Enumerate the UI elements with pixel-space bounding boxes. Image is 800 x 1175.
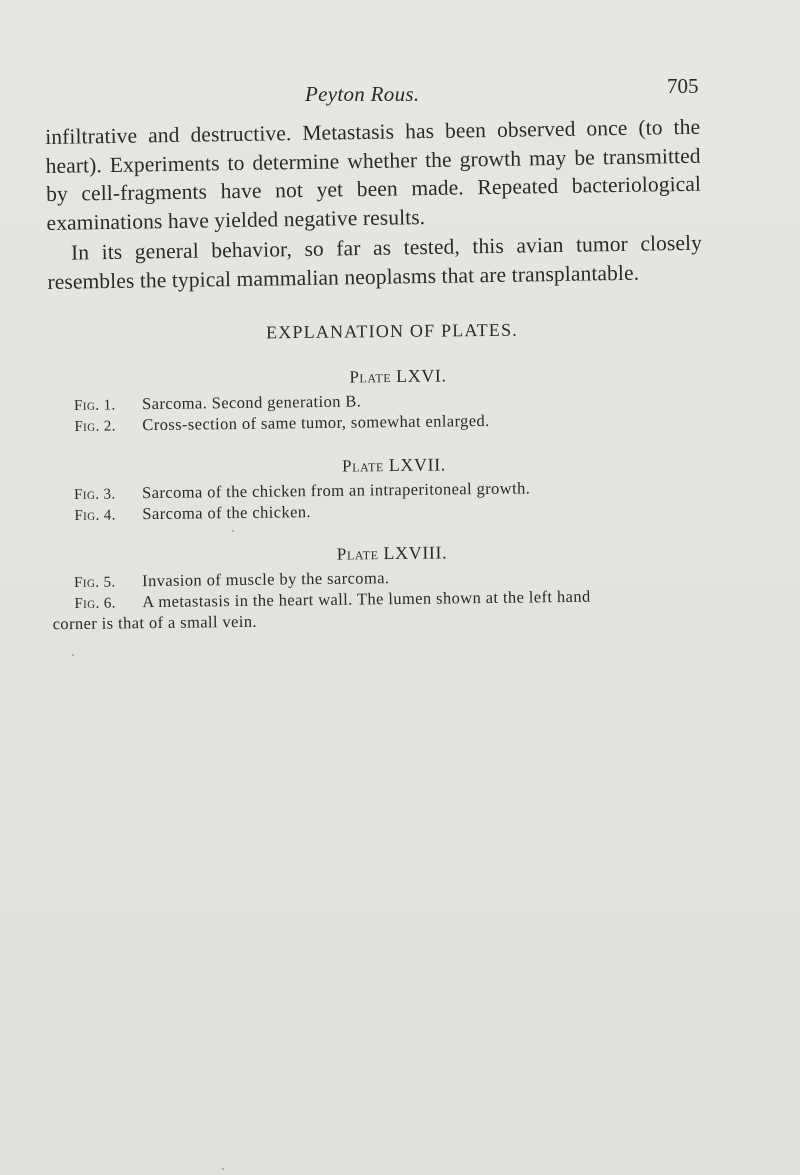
- figure-text: Sarcoma of the chicken.: [142, 502, 312, 524]
- figure-label: Fig. 6.: [74, 595, 116, 612]
- running-head-author: Peyton Rous.: [305, 82, 420, 106]
- paragraph: infiltrative and destructive. Metastasis has been observed once (to the heart). Experiments to determine whether the growth may be transmitted by cell-fragments have not yet been made. Repeated bacteriological examinations have yielded negative results.: [45, 114, 702, 235]
- figure-text: Invasion of muscle by the sarcoma.: [141, 568, 390, 591]
- paper-speck: [232, 530, 234, 532]
- plate-numeral: LXVIII.: [383, 542, 448, 564]
- paper-speck: [222, 1168, 224, 1170]
- paper-speck: [72, 654, 74, 656]
- figure-text: Cross-section of same tumor, somewhat enlarged.: [142, 410, 490, 435]
- figure-label: Fig. 3.: [74, 486, 116, 503]
- figure-label: Fig. 1.: [74, 397, 116, 414]
- figure-label: Fig. 5.: [74, 574, 116, 591]
- figure-text: Sarcoma. Second generation B.: [141, 391, 362, 414]
- plate-heading: [12, 539, 772, 568]
- figure-text: Sarcoma of the chicken from an intraperitoneal growth.: [141, 478, 531, 503]
- plate-heading: [18, 362, 778, 391]
- plate-word: Plate: [336, 544, 379, 564]
- section-heading: EXPLANATION OF PLATES.: [265, 319, 519, 343]
- figure-list: [74, 387, 714, 437]
- figure-list: [52, 564, 715, 634]
- figure-label: Fig. 2.: [74, 418, 116, 435]
- plate-heading: [14, 451, 774, 480]
- running-head: [0, 74, 800, 110]
- body-text: [45, 113, 703, 296]
- figure-list: [74, 476, 714, 526]
- plate-numeral: LXVI.: [395, 365, 447, 387]
- plate-word: Plate: [349, 367, 392, 387]
- page-number: 705: [667, 74, 699, 98]
- figure-caption-continuation: corner is that of a small vein.: [52, 611, 258, 634]
- plate-word: Plate: [342, 456, 385, 476]
- figure-label: Fig. 4.: [74, 507, 116, 524]
- figure-text: A metastasis in the heart wall. The lumen shown at the left hand: [142, 586, 591, 612]
- plate-numeral: LXVII.: [388, 454, 446, 476]
- paragraph: In its general behavior, so far as tested, this avian tumor closely resembles the typical mammalian neoplasms that are transplantable.: [47, 230, 703, 294]
